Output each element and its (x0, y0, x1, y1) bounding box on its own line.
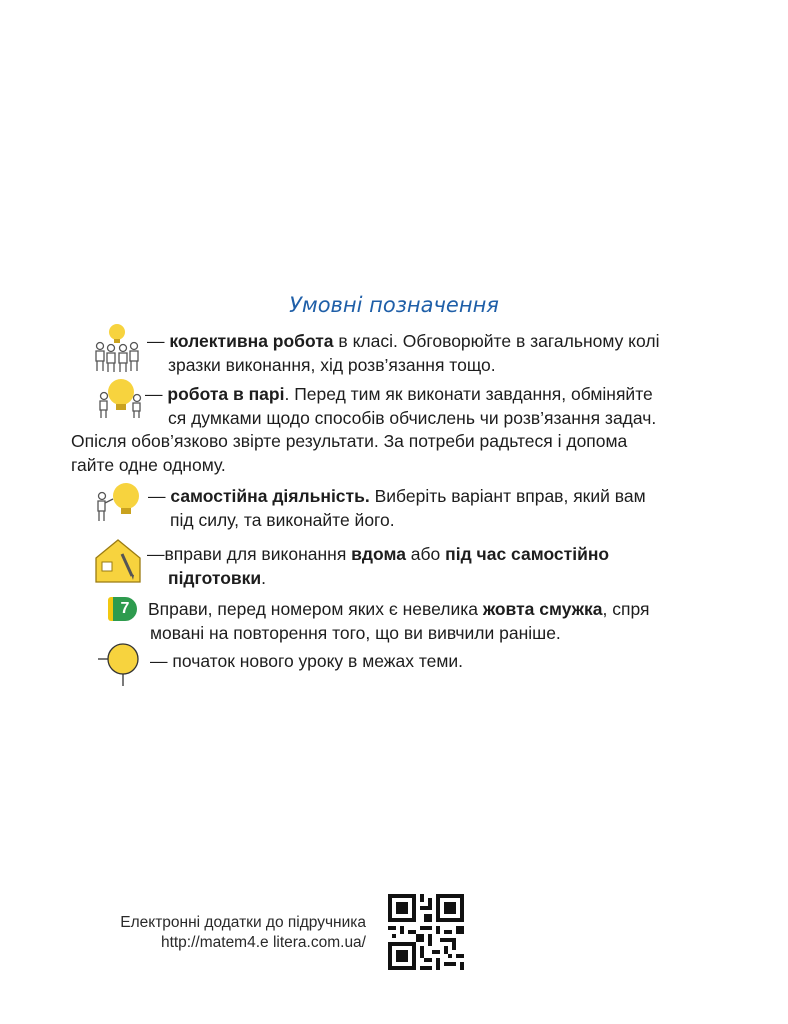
new-lesson-icon (96, 638, 146, 688)
pair-line-4: гайте одне одному. (71, 455, 226, 475)
pair-work-icon (96, 376, 144, 420)
newlesson-line (150, 649, 463, 673)
collective-text: в класі. Обговорюйте в загальному колі (333, 331, 660, 351)
individual-work-icon (92, 480, 144, 524)
home-bold-3: підготовки (168, 568, 262, 588)
footer-caption: Електронні додатки до підручника (120, 914, 366, 931)
home-bold-2: під час самостійно (445, 544, 610, 564)
pair-line-3: Опісля обов’язково звірте результати. За потреби радьтеся і допома (71, 431, 628, 451)
footer-url[interactable]: http://matem4.e litera.com.ua/ (160, 934, 366, 951)
dash: — (145, 384, 163, 404)
home-text-1: вправи для виконання (164, 544, 352, 564)
repeat-bold: жовта смужка (482, 599, 603, 619)
individual-text: Виберіть варіант вправ, який вам (369, 486, 646, 506)
dash: — (147, 544, 165, 564)
home-work-icon (92, 536, 144, 584)
collective-work-icon (90, 322, 142, 374)
collective-line-1 (147, 329, 659, 353)
repeat-line-1 (148, 597, 650, 621)
collective-bold: колективна робота (169, 331, 334, 351)
badge-number: 7 (113, 597, 137, 621)
dash: — (148, 486, 166, 506)
pair-text: . Перед тим як виконати завдання, обміняйте (284, 384, 653, 404)
collective-line-2: зразки виконання, хід розв’язання тощо. (168, 355, 496, 375)
exercise-number-badge (108, 597, 138, 621)
individual-bold: самостійна діяльність. (170, 486, 370, 506)
home-text-3: . (261, 568, 267, 588)
dash: — (147, 331, 165, 351)
individual-line-1 (148, 484, 646, 508)
qr-code-icon[interactable] (388, 894, 464, 970)
home-line-2 (168, 566, 266, 590)
individual-line-2: під силу, та виконайте його. (170, 510, 395, 530)
pair-bold: робота в парі (167, 384, 285, 404)
repeat-text-1: Вправи, перед номером яких є невелика (148, 599, 483, 619)
home-text-2: або (405, 544, 446, 564)
repeat-line-2: мовані на повторення того, що ви вивчили раніше. (150, 623, 561, 643)
home-line-1 (147, 542, 609, 566)
dash: — (150, 651, 168, 671)
home-bold-1: вдома (351, 544, 406, 564)
page-title: Умовні позначення (289, 293, 499, 317)
newlesson-text: початок нового уроку в межах теми. (172, 651, 464, 671)
repeat-text-2: , спря (602, 599, 650, 619)
pair-line-2: ся думками щодо способів обчислень чи розв’язання задач. (168, 408, 657, 428)
pair-line-1 (145, 382, 653, 406)
